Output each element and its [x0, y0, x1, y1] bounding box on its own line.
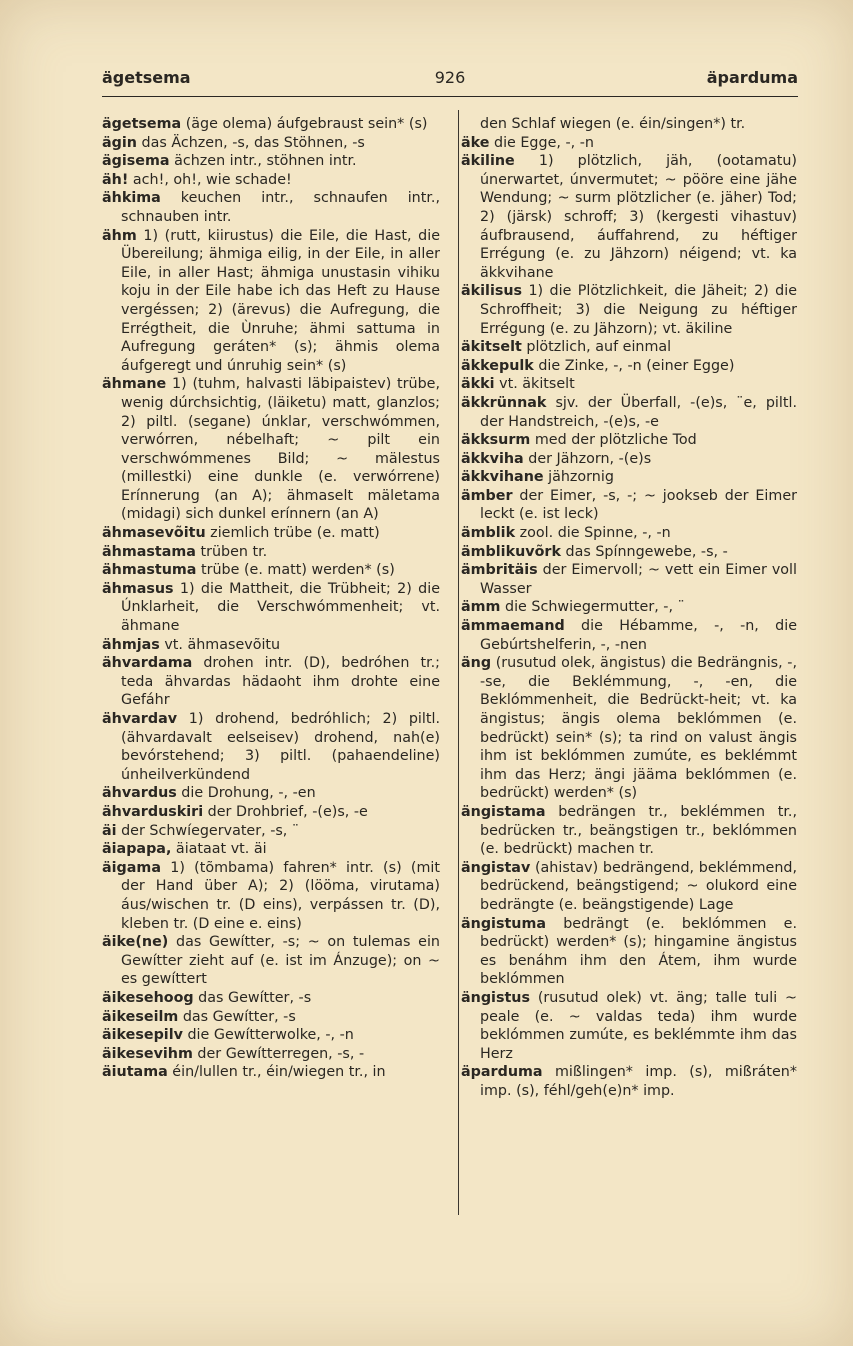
dictionary-entry: ähm 1) (rutt, kiirustus) die Eile, die Hast, die Übereilung; ähmiga eilig, in der Eile, in aller Eile, in aller Hast; ähmiga unustasin vihiku koju in der Eile habe ich das Heft zu Hause vergéssen; 2) (ärevus) die Aufregung, die Errégtheit, die Ùnruhe; ähmi sattuma in Aufregung geráten* (s); ähmis olema áufgeregt und únruhig sein* (s) — [102, 227, 440, 374]
dictionary-entry: äkkepulk die Zinke, -, -n (einer Egge) — [461, 357, 735, 374]
headword: äkitselt — [461, 339, 522, 356]
headword: ämber — [461, 487, 513, 504]
headword: äh! — [102, 171, 129, 188]
headword: ähvarduskiri — [102, 803, 204, 820]
dictionary-entry: äke die Egge, -, -n — [461, 134, 594, 151]
headword: ähvardus — [102, 785, 177, 802]
dictionary-entry: ämbritäis der Eimervoll; ~ vett ein Eimer voll Wasser — [461, 562, 797, 597]
dictionary-entry: ähvarduskiri der Drohbrief, -(e)s, -e — [102, 803, 368, 820]
dictionary-entry: äkkrünnak sjv. der Überfall, -(e)s, ¨e, piltl. der Handstreich, -(e)s, -e — [461, 394, 797, 430]
headword: äke — [461, 134, 490, 151]
headword: ämmaemand — [461, 618, 565, 635]
dictionary-entry: ähvardama drohen intr. (D), bedróhen tr.; teda ähvardas hädaoht ihm drohte eine Gefáhr — [102, 655, 440, 709]
dictionary-entry: ähmasus 1) die Mattheit, die Trübheit; 2) die Únklarheit, die Verschwómmenheit; vt. ähmane — [102, 580, 440, 635]
dictionary-entry: ämber der Eimer, -s, -; ~ jookseb der Eimer leckt (e. ist leck) — [461, 487, 797, 523]
headword: äkkvihane — [461, 469, 544, 486]
headword: äparduma — [461, 1064, 543, 1081]
headword: ähmasus — [102, 580, 174, 597]
headword: äkkrünnak — [461, 394, 547, 411]
page-header — [102, 68, 798, 96]
headword: ägetsema — [102, 116, 182, 132]
headword: äikesevihm — [102, 1045, 193, 1062]
headword: äng — [461, 655, 492, 672]
headword: äkkviha — [461, 450, 524, 467]
headword: ähmane — [102, 376, 167, 393]
dictionary-entry: ähmastama trüben tr. — [102, 543, 268, 560]
dictionary-entry: ähvardus die Drohung, -, -en — [102, 785, 316, 802]
dictionary-entry: äparduma mißlingen* imp. (s), mißráten* imp. (s), féhl/geh(e)n* imp. — [461, 1064, 797, 1099]
column-divider — [458, 110, 459, 1215]
headword: äikesepilv — [102, 1027, 183, 1044]
dictionary-entry: ängistuma bedrängt (e. beklómmen e. bedrückt) werden* (s); hingamine ängistus es benáhm ihm den Átem, ihm wurde beklómmen — [461, 915, 797, 988]
dictionary-entry: ähmasevõitu ziemlich trübe (e. matt) — [102, 525, 380, 542]
dictionary-entry: ämmaemand die Hébamme, -, -n, die Gebúrtshelferin, -, -nen — [461, 618, 797, 653]
headword: ägisema — [102, 153, 170, 170]
headword: äiapapa, — [102, 841, 172, 858]
dictionary-entry: äike(ne) das Gewítter, -s; ~ on tulemas ein Gewítter zieht auf (e. ist im Ánzuge); on ~ es gewíttert — [102, 934, 440, 988]
dictionary-entry: äkilisus 1) die Plötzlichkeit, die Jäheit; 2) die Schroffheit; 3) die Neigung zu héftiger Errégung (e. zu Jähzorn); vt. äkiline — [461, 283, 797, 337]
dictionary-entry: äikesevihm der Gewítterregen, -s, - — [102, 1045, 365, 1062]
dictionary-entry: äkkvihane jähzornig — [461, 469, 614, 486]
headword: ämm — [461, 599, 501, 616]
dictionary-entry: den Schlaf wiegen (e. éin/singen*) tr. — [480, 116, 746, 132]
headword: äkilisus — [461, 283, 523, 300]
headword: ähm — [102, 227, 137, 244]
headword: äkkepulk — [461, 357, 534, 374]
dictionary-entry: äiutama éin/lullen tr., éin/wiegen tr., in — [102, 1064, 386, 1081]
headword: ähmastuma — [102, 562, 197, 579]
dictionary-entry: ämm die Schwiegermutter, -, ¨ — [461, 599, 685, 616]
dictionary-entry: äiapapa, äiataat vt. äi — [102, 841, 267, 858]
dictionary-entry: äh! ach!, oh!, wie schade! — [102, 171, 292, 188]
dictionary-entry: äkkviha der Jähzorn, -(e)s — [461, 450, 652, 467]
dictionary-entry: äikeseilm das Gewítter, -s — [102, 1008, 296, 1025]
headword: ähmjas — [102, 636, 160, 653]
dictionary-entry: äng (rusutud olek, ängistus) die Bedrängnis, -, -se, die Beklémmung, -, -en, die Beklómmenheit, die Bedrückt-heit; vt. ka ängistus; ängis olema beklómmen (e. bedrückt) sein* (s); ta rind on valust ängis ihm ist beklómmen zumúte, es beklémmt ihm das Herz; ängi jääma beklómmen (e. bedrückt) werden* (s) — [461, 655, 797, 802]
dictionary-entry: äigama 1) (tõmbama) fahren* intr. (s) (mit der Hand über A); 2) (lööma, virutama) áus/wischen tr. (D eins), verpássen tr. (D), kleben tr. (D eine e. eins) — [102, 859, 440, 932]
headword: ähmasevõitu — [102, 525, 206, 542]
dictionary-entry: ägisema ächzen intr., stöhnen intr. — [102, 153, 357, 170]
dictionary-entry: ägetsema (äge olema) áufgebraust sein* (s) — [102, 116, 428, 132]
dictionary-entry: äkki vt. äkitselt — [461, 376, 575, 393]
headword: äkiline — [461, 153, 515, 170]
right-column — [461, 115, 797, 1100]
dictionary-entry: äikesehoog das Gewítter, -s — [102, 989, 312, 1006]
headword: ängistuma — [461, 915, 547, 932]
headword: äiutama — [102, 1064, 168, 1081]
dictionary-entry: äikesepilv die Gewítterwolke, -, -n — [102, 1027, 354, 1044]
dictionary-entry: ängistama bedrängen tr., beklémmen tr., bedrücken tr., beängstigen tr., beklómmen (e. bedrückt) machen tr. — [461, 803, 797, 858]
headword: ämblik — [461, 525, 516, 542]
dictionary-entry: ägin das Ächzen, -s, das Stöhnen, -s — [102, 134, 365, 151]
headword: ämbritäis — [461, 562, 538, 579]
headword: ähkima — [102, 190, 161, 207]
headword: äkki — [461, 376, 495, 393]
headword: äike(ne) — [102, 934, 169, 951]
dictionary-entry: ähmane 1) (tuhm, halvasti läbipaistev) trübe, wenig dúrchsichtig, (läiketu) matt, glanzlos; 2) piltl. (segane) únklar, verschwómmen, verwórren, nébelhaft; ~ pilt ein verschwómmenes Bild; ~ mälestus (millestki) eine dunkle (e. verwórrene) Erínnerung (an A); ähmaselt mäletama (midagi) sich dunkel erínnern (an A) — [102, 376, 440, 523]
right-guide-word: äparduma — [706, 68, 798, 87]
headword: ängistama — [461, 803, 546, 820]
headword: äigama — [102, 859, 161, 876]
headword: ähmastama — [102, 543, 196, 560]
dictionary-entry: ämblik zool. die Spinne, -, -n — [461, 525, 671, 542]
dictionary-entry: ähvardav 1) drohend, bedróhlich; 2) piltl. (ähvardavalt eelseisev) drohend, nah(e) bevórstehend; 3) piltl. (pahaendeline) únheilverkündend — [102, 711, 440, 783]
headword: äi — [102, 822, 117, 839]
headword: äikesehoog — [102, 989, 194, 1006]
headword: äkksurm — [461, 432, 531, 449]
headword: ängistus — [461, 989, 530, 1006]
dictionary-entry: ämblikuvõrk das Spínngewebe, -s, - — [461, 543, 728, 560]
headword: ängistav — [461, 859, 531, 876]
page-number: 926 — [434, 68, 466, 87]
dictionary-entry: ähkima keuchen intr., schnaufen intr., schnauben intr. — [102, 190, 440, 225]
dictionary-entry: äkitselt plötzlich, auf einmal — [461, 339, 672, 356]
dictionary-entry: äkksurm med der plötzliche Tod — [461, 432, 697, 449]
headword: äikeseilm — [102, 1008, 179, 1025]
dictionary-entry: ähmjas vt. ähmasevõitu — [102, 636, 281, 653]
headword: ämblikuvõrk — [461, 543, 561, 560]
left-column — [102, 115, 440, 1082]
dictionary-entry: äkiline 1) plötzlich, jäh, (ootamatu) únerwartet, únvermutet; ~ pööre eine jähe Wendung; ~ surm plötzlicher (e. jäher) Tod; 2) (järsk) schroff; 3) (kergesti vihastuv) áufbrausend, áuffahrend, zu héftiger Errégung (e. zu Jähzorn) néigend; vt. ka äkkvihane — [461, 153, 797, 281]
headword: ähvardav — [102, 711, 178, 727]
dictionary-entry: ähmastuma trübe (e. matt) werden* (s) — [102, 562, 395, 579]
left-guide-word: ägetsema — [102, 68, 191, 87]
headword: ähvardama — [102, 655, 193, 672]
dictionary-entry: ängistav (ahistav) bedrängend, beklémmend, bedrückend, beängstigend; ~ olukord eine bedrängte (e. beängstigende) Lage — [461, 859, 797, 913]
dictionary-entry: äi der Schwíegervater, -s, ¨ — [102, 822, 300, 839]
header-rule — [102, 96, 798, 97]
headword: ägin — [102, 134, 137, 151]
dictionary-entry: ängistus (rusutud olek) vt. äng; talle tuli ~ peale (e. ~ valdas teda) ihm wurde beklómmen zumúte, es beklémmte ihm das Herz — [461, 989, 797, 1062]
